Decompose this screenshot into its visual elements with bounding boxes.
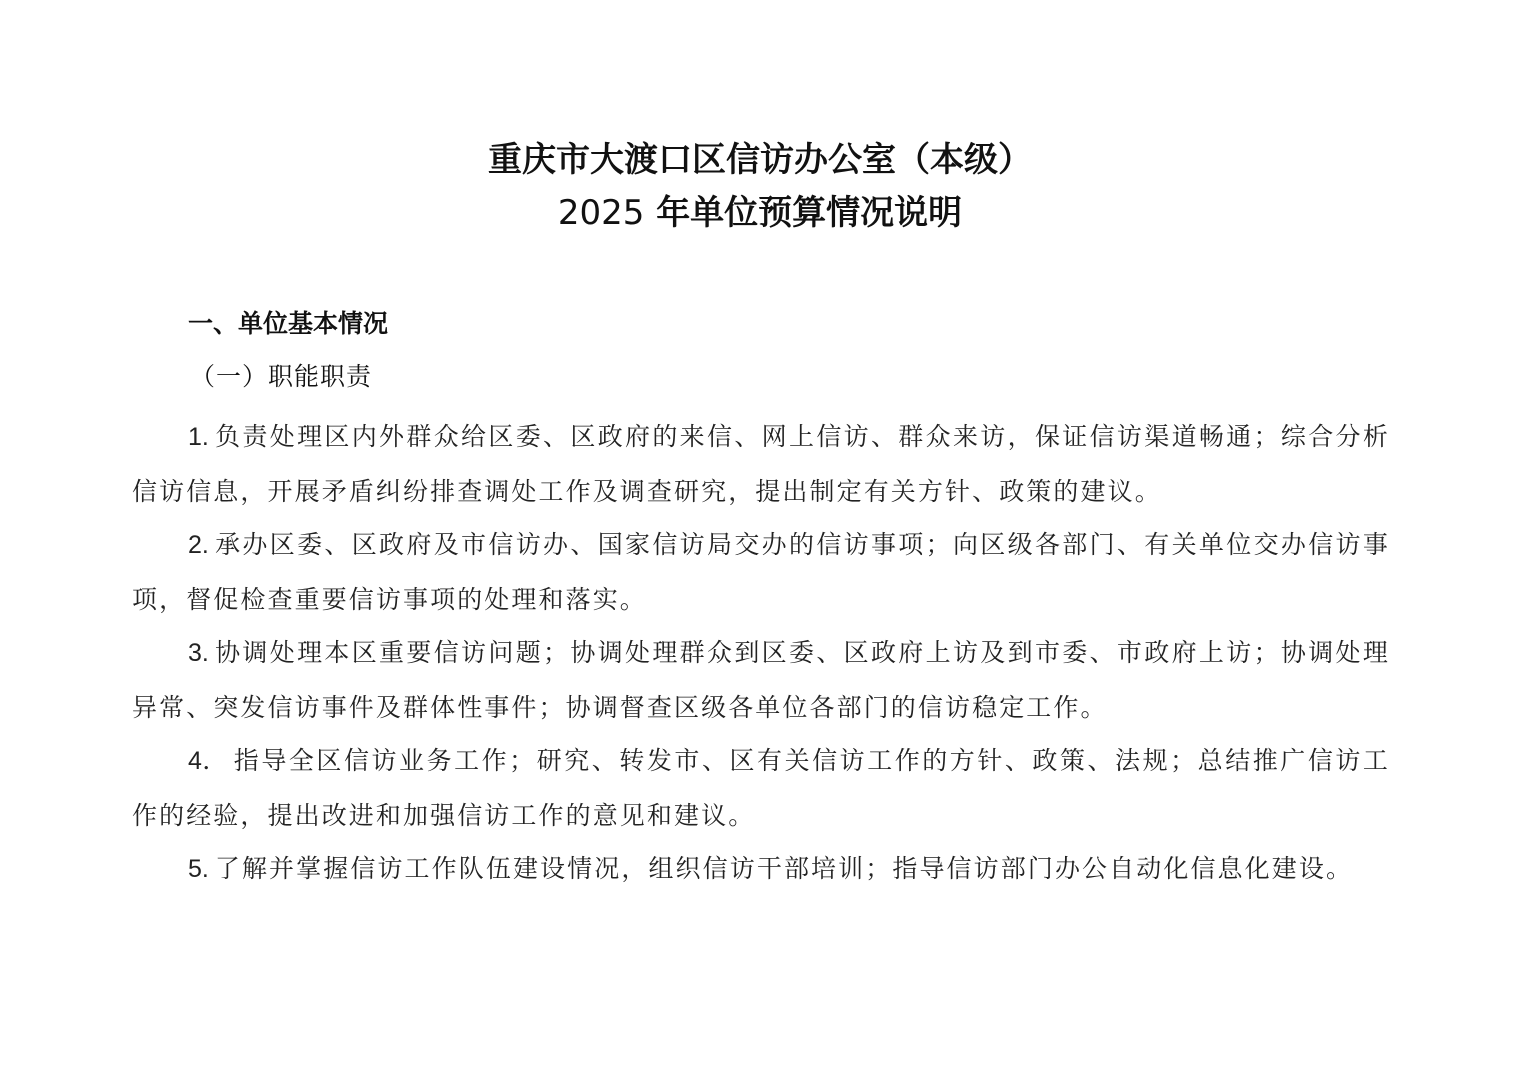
section-heading: 一、单位基本情况 [188, 309, 389, 338]
paragraph-text: 负责处理区内外群众给区委、区政府的来信、网上信访、群众来访，保证信访渠道畅通；综合分析信访信息，开展矛盾纠纷排查调处工作及调查研究，提出制定有关方针、政策的建议。 [132, 422, 1390, 506]
duty-paragraph-2 [132, 518, 1390, 626]
sub-heading: （一）职能职责 [190, 362, 373, 391]
paragraph-text: 指导全区信访业务工作；研究、转发市、区有关信访工作的方针、政策、法规；总结推广信访工作的经验，提出改进和加强信访工作的意见和建议。 [132, 746, 1390, 830]
document-title-year: 2025 [557, 193, 645, 233]
paragraph-text: 了解并掌握信访工作队伍建设情况，组织信访干部培训；指导信访部门办公自动化信息化建设。 [214, 854, 1354, 883]
duties-body [132, 410, 1390, 897]
document-title-rest: 年单位预算情况说明 [656, 193, 963, 233]
document-title-line-2 [0, 193, 1520, 233]
paragraph-text: 协调处理本区重要信访问题；协调处理群众到区委、区政府上访及到市委、市政府上访；协调处理异常、突发信访事件及群体性事件；协调督查区级各单位各部门的信访稳定工作。 [132, 638, 1390, 722]
paragraph-number: 5. [188, 855, 209, 883]
paragraph-text: 承办区委、区政府及市信访办、国家信访局交办的信访事项；向区级各部门、有关单位交办信访事项，督促检查重要信访事项的处理和落实。 [132, 530, 1390, 614]
duty-paragraph-5 [132, 842, 1390, 897]
paragraph-number: 1. [188, 423, 209, 451]
paragraph-number: 2. [188, 531, 209, 559]
document-title-line-1: 重庆市大渡口区信访办公室（本级） [488, 140, 1032, 180]
duty-paragraph-1 [132, 410, 1390, 518]
duty-paragraph-3 [132, 626, 1390, 734]
duty-paragraph-4 [132, 734, 1390, 842]
paragraph-number: 3. [188, 639, 209, 667]
paragraph-number: 4． [188, 747, 228, 775]
